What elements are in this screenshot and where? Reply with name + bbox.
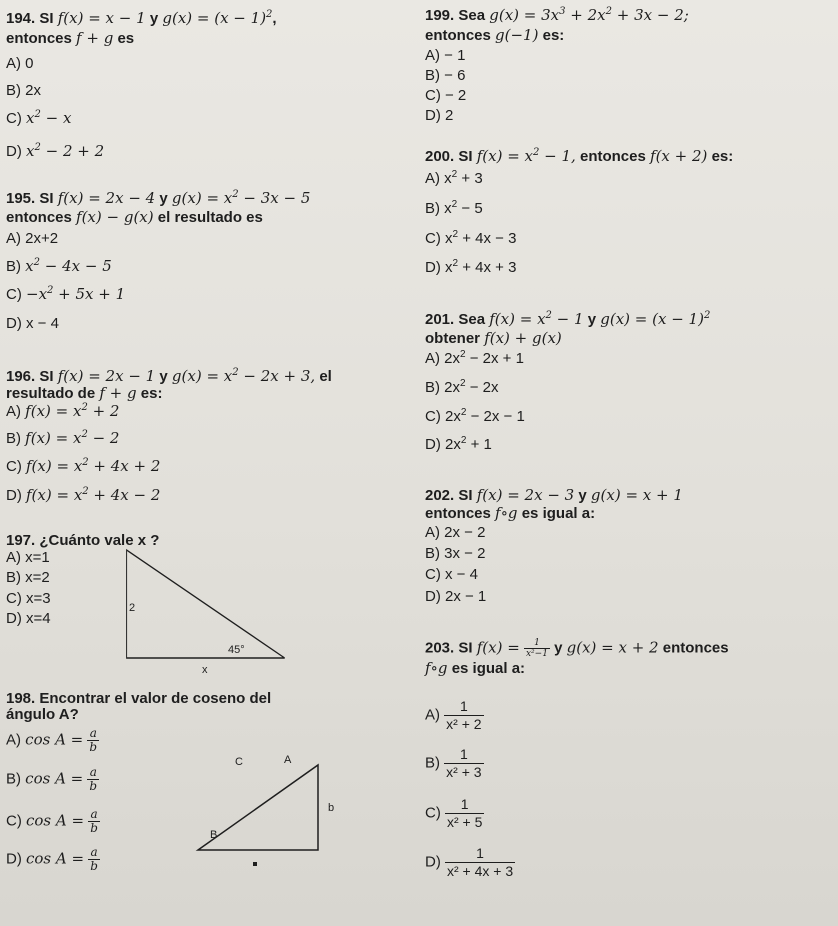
q200-option-c[interactable]: C) $x^2 + 4x - 3$ — [425, 229, 517, 247]
q194-stem-line2: entonces f + g es — [6, 29, 135, 47]
q200-number: 200. — [425, 148, 455, 165]
q199-stem: 199. Sea $g(x) = 3x^3 + 2x^2 + 3x - 2$; — [425, 6, 689, 24]
q200-option-d[interactable]: D) $x^2 + 4x + 3$ — [425, 258, 517, 276]
q199-option-d[interactable]: D) 2 — [425, 107, 454, 124]
q201-stem-line2: obtener f(x) + g(x) — [425, 329, 562, 347]
q196-option-a[interactable]: A) $f(x) = x^2 + 2$ — [6, 402, 120, 420]
q202-option-c[interactable]: C) x − 4 — [425, 566, 478, 583]
q202-option-b[interactable]: B) 3x − 2 — [425, 545, 486, 562]
q202-option-a[interactable]: A) 2x − 2 — [425, 524, 486, 541]
q197-option-a[interactable]: A) x=1 — [6, 549, 50, 566]
q198-vertex-a-label: A — [284, 754, 292, 766]
q197-side-label: 2 — [129, 602, 136, 614]
q198-vertex-c-label: C — [235, 756, 243, 768]
q194-stem: 194. SI f(x) = x − 1 y $g(x) = (x - 1)^2$, — [6, 9, 277, 27]
q198-number: 198. — [6, 690, 36, 707]
q199-stem-line2: entonces g(−1) es: — [425, 26, 565, 44]
q197-triangle-figure — [110, 545, 300, 685]
q197-angle-label: 45° — [228, 644, 245, 656]
q201-option-c[interactable]: C) $2x^2 - 2x - 1$ — [425, 407, 525, 425]
q199-number: 199. — [425, 7, 455, 24]
q201-option-d[interactable]: D) $2x^2 + 1$ — [425, 435, 492, 453]
q202-stem-line2: entonces f∘g es igual a: — [425, 504, 596, 522]
q197-option-b[interactable]: B) x=2 — [6, 569, 50, 586]
q203-option-c[interactable]: C) $\frac{1}{\text{x² + 5}}$ — [425, 796, 483, 830]
q196-stem: 196. SI f(x) = 2x − 1 y $g(x) = x^2 - 2x + 3$, el — [6, 367, 332, 385]
q197-option-d[interactable]: D) x=4 — [6, 610, 51, 627]
q202-number: 202. — [425, 487, 455, 504]
q203-option-d[interactable]: D) $\frac{1}{\text{x² + 4x + 3}}$ — [425, 845, 514, 879]
q199-option-a[interactable]: A) − 1 — [425, 47, 466, 64]
q197-number: 197. — [6, 532, 36, 549]
q194-option-b[interactable]: B) 2x — [6, 82, 42, 99]
q194-option-d[interactable]: D) $x^2 - 2 + 2$ — [6, 142, 105, 160]
q198-stem: 198. Encontrar el valor de coseno del — [6, 690, 272, 707]
q198-triangle-figure — [190, 745, 335, 875]
q195-option-b[interactable]: B) $x^2 - 4x - 5$ — [6, 257, 112, 275]
q195-stem-line2: entonces f(x) − g(x) el resultado es — [6, 208, 263, 226]
q201-option-a[interactable]: A) $2x^2 - 2x + 1$ — [425, 349, 524, 367]
q196-stem-line2: resultado de f + g es: — [6, 384, 163, 402]
q203-stem-line2: f∘g es igual a: — [425, 659, 526, 677]
q202-stem: 202. SI f(x) = 2x − 3 y g(x) = x + 1 — [425, 486, 683, 504]
q203-number: 203. — [425, 639, 455, 657]
q195-option-a[interactable]: A) 2x+2 — [6, 230, 59, 247]
q194-option-c[interactable]: C) $x^2 - x$ — [6, 109, 72, 127]
q196-number: 196. — [6, 368, 36, 385]
q197-base-label: x — [202, 664, 208, 676]
q195-number: 195. — [6, 190, 36, 207]
q199-option-b[interactable]: B) − 6 — [425, 67, 466, 84]
q198-side-b-label: b — [328, 802, 335, 814]
q195-stem: 195. SI f(x) = 2x − 4 y $g(x) = x^2 - 3x - 5$ — [6, 189, 311, 207]
q195-option-c[interactable]: $C) -x^2 + 5x + 1$ — [6, 285, 126, 303]
q194-number: 194. — [6, 10, 36, 27]
q203-option-a[interactable]: A) $\frac{1}{\text{x² + 2}}$ — [425, 698, 482, 732]
q203-stem: 203. SI f(x) = $\frac{1}{\text{x²−1}}$ y g(x) = x + 2 entonces — [425, 638, 729, 659]
q198-vertex-b-label: B — [210, 829, 218, 841]
q196-option-d[interactable]: D) $f(x) = x^2 + 4x - 2$ — [6, 486, 161, 504]
q200-option-a[interactable]: A) $x^2 + 3$ — [425, 169, 483, 187]
q202-option-d[interactable]: D) 2x − 1 — [425, 588, 487, 605]
q197-stem: 197. ¿Cuánto vale x ? — [6, 532, 160, 549]
q194-option-a[interactable]: A) 0 — [6, 55, 34, 72]
q200-stem: 200. SI $f(x) = x^2 - 1$, entonces f(x + 2) es: — [425, 147, 734, 165]
q199-option-c[interactable]: C) − 2 — [425, 87, 467, 104]
q198-option-c[interactable]: C) cos A = $\frac{a}{b}$ — [6, 807, 98, 835]
q198-stem-line2: ángulo A? — [6, 706, 79, 723]
q195-option-d[interactable]: D) x − 4 — [6, 315, 59, 332]
q201-option-b[interactable]: B) $2x^2 - 2x$ — [425, 378, 499, 396]
q201-stem: 201. Sea $f(x) = x^2 - 1$ y $g(x) = (x - 1)^2$ — [425, 310, 711, 328]
q196-option-c[interactable]: C) $f(x) = x^2 + 4x + 2$ — [6, 457, 161, 475]
q198-option-b[interactable]: B) cos A = $\frac{a}{b}$ — [6, 765, 98, 793]
q201-number: 201. — [425, 311, 455, 328]
q196-option-b[interactable]: B) $f(x) = x^2 - 2$ — [6, 429, 120, 447]
q203-option-b[interactable]: B) $\frac{1}{\text{x² + 3}}$ — [425, 746, 482, 780]
q198-right-angle-marker — [253, 862, 257, 866]
q198-option-a[interactable]: A) cos A = $\frac{a}{b}$ — [6, 726, 98, 754]
q200-option-b[interactable]: B) $x^2 - 5$ — [425, 199, 483, 217]
q198-option-d[interactable]: D) cos A = $\frac{a}{b}$ — [6, 845, 98, 873]
q197-option-c[interactable]: C) x=3 — [6, 590, 51, 607]
